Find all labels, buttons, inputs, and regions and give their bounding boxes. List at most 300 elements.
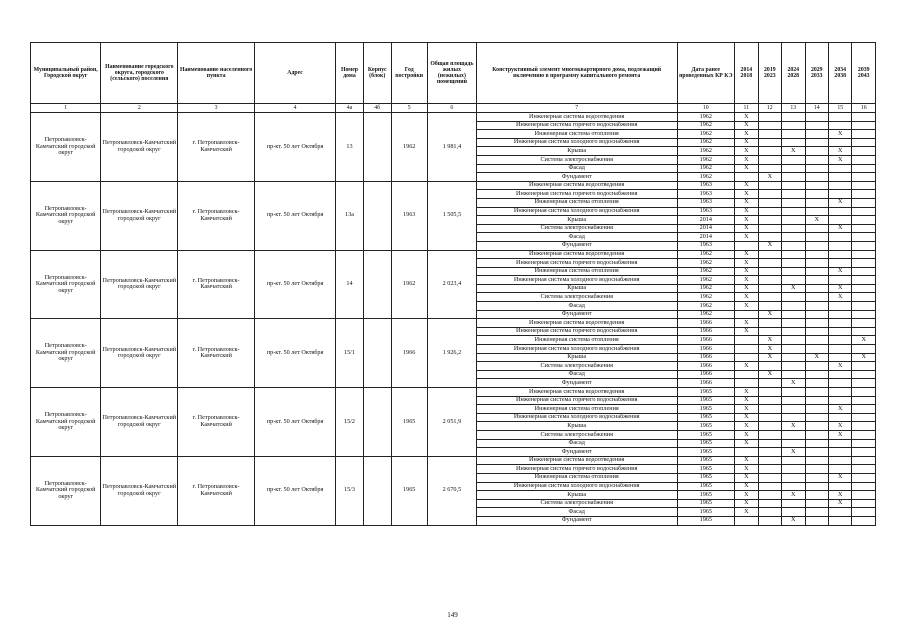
element-name-cell: Инженерная система горячего водоснабжения xyxy=(476,396,677,405)
element-name-cell: Инженерная система горячего водоснабжения xyxy=(476,465,677,474)
period-mark-cell: X xyxy=(758,345,781,354)
period-mark-cell xyxy=(828,121,851,130)
district-cell: Петропавловск-Камчатский городской округ xyxy=(31,456,101,525)
settlement-cell: Петропавловск-Камчатский городской округ xyxy=(101,250,178,319)
period-mark-cell: X xyxy=(735,276,758,285)
period-mark-cell xyxy=(805,336,828,345)
prior-repair-date-cell: 1965 xyxy=(677,499,735,508)
area-cell: 1 926,2 xyxy=(427,319,476,388)
period-mark-cell xyxy=(828,113,851,122)
element-name-cell: Фундамент xyxy=(476,448,677,457)
period-mark-cell xyxy=(782,173,805,182)
period-mark-cell xyxy=(782,439,805,448)
column-number: 6 xyxy=(427,104,476,113)
prior-repair-date-cell: 1965 xyxy=(677,439,735,448)
period-mark-cell xyxy=(828,302,851,311)
block-cell xyxy=(363,113,391,182)
period-mark-cell: X xyxy=(735,388,758,397)
column-header: Наименование городского округа, городского (сельского) поселения xyxy=(101,43,178,104)
element-name-cell: Инженерная система водоотведения xyxy=(476,388,677,397)
prior-repair-date-cell: 1965 xyxy=(677,388,735,397)
period-mark-cell xyxy=(782,216,805,225)
area-cell: 2 023,4 xyxy=(427,250,476,319)
period-mark-cell xyxy=(782,388,805,397)
period-mark-cell xyxy=(758,448,781,457)
period-mark-cell xyxy=(852,413,876,422)
period-mark-cell xyxy=(782,310,805,319)
period-mark-cell xyxy=(758,147,781,156)
period-mark-cell xyxy=(828,456,851,465)
address-cell: пр-кт. 50 лет Октября xyxy=(255,319,336,388)
period-mark-cell xyxy=(828,216,851,225)
period-mark-cell: X xyxy=(758,353,781,362)
locality-cell: г. Петропавловск-Камчатский xyxy=(178,113,255,182)
prior-repair-date-cell: 1962 xyxy=(677,259,735,268)
period-mark-cell: X xyxy=(735,130,758,139)
prior-repair-date-cell: 1962 xyxy=(677,113,735,122)
build-year-cell: 1966 xyxy=(391,319,427,388)
element-name-cell: Инженерная система отопления xyxy=(476,198,677,207)
element-name-cell: Инженерная система горячего водоснабжения xyxy=(476,259,677,268)
locality-cell: г. Петропавловск-Камчатский xyxy=(178,250,255,319)
period-mark-cell xyxy=(852,465,876,474)
period-mark-cell xyxy=(828,319,851,328)
period-mark-cell xyxy=(828,413,851,422)
period-mark-cell xyxy=(758,491,781,500)
table-row xyxy=(31,181,876,190)
column-header: Год постройки xyxy=(391,43,427,104)
element-name-cell: Фасад xyxy=(476,508,677,517)
period-mark-cell xyxy=(782,362,805,371)
period-mark-cell xyxy=(805,319,828,328)
prior-repair-date-cell: 1962 xyxy=(677,293,735,302)
period-mark-cell: X xyxy=(735,155,758,164)
period-mark-cell xyxy=(852,370,876,379)
period-mark-cell xyxy=(828,396,851,405)
period-mark-cell: X xyxy=(828,473,851,482)
prior-repair-date-cell: 1962 xyxy=(677,267,735,276)
prior-repair-date-cell: 1966 xyxy=(677,336,735,345)
period-mark-cell xyxy=(805,499,828,508)
period-mark-cell xyxy=(782,276,805,285)
prior-repair-date-cell: 1966 xyxy=(677,379,735,388)
element-name-cell: Крыша xyxy=(476,284,677,293)
period-mark-cell xyxy=(805,276,828,285)
period-mark-cell xyxy=(782,405,805,414)
prior-repair-date-cell: 1965 xyxy=(677,430,735,439)
column-number: 16 xyxy=(852,104,876,113)
element-name-cell: Инженерная система холодного водоснабжения xyxy=(476,345,677,354)
prior-repair-date-cell: 1962 xyxy=(677,138,735,147)
period-mark-cell xyxy=(852,216,876,225)
element-name-cell: Система электроснабжения xyxy=(476,430,677,439)
element-name-cell: Инженерная система отопления xyxy=(476,130,677,139)
period-mark-cell xyxy=(758,362,781,371)
period-mark-cell xyxy=(758,405,781,414)
period-mark-cell: X xyxy=(735,473,758,482)
period-mark-cell xyxy=(805,405,828,414)
period-mark-cell xyxy=(852,164,876,173)
period-mark-cell: X xyxy=(828,362,851,371)
period-mark-cell: X xyxy=(735,327,758,336)
period-mark-cell xyxy=(805,233,828,242)
period-mark-cell xyxy=(852,276,876,285)
period-mark-cell: X xyxy=(735,482,758,491)
period-mark-cell xyxy=(805,345,828,354)
period-mark-cell xyxy=(852,190,876,199)
period-mark-cell xyxy=(852,241,876,250)
period-mark-cell: X xyxy=(735,430,758,439)
period-mark-cell: X xyxy=(735,190,758,199)
prior-repair-date-cell: 1962 xyxy=(677,155,735,164)
period-mark-cell xyxy=(805,121,828,130)
period-mark-cell xyxy=(782,482,805,491)
period-mark-cell: X xyxy=(782,284,805,293)
period-mark-cell xyxy=(735,345,758,354)
period-mark-cell xyxy=(852,138,876,147)
period-mark-cell xyxy=(828,259,851,268)
period-mark-cell xyxy=(805,439,828,448)
period-mark-cell xyxy=(782,430,805,439)
period-mark-cell: X xyxy=(828,267,851,276)
table-row xyxy=(31,388,876,397)
settlement-cell: Петропавловск-Камчатский городской округ xyxy=(101,456,178,525)
period-mark-cell xyxy=(758,516,781,525)
prior-repair-date-cell: 1965 xyxy=(677,413,735,422)
prior-repair-date-cell: 1962 xyxy=(677,284,735,293)
period-mark-cell xyxy=(735,173,758,182)
period-mark-cell: X xyxy=(852,353,876,362)
period-mark-cell xyxy=(758,319,781,328)
column-number: 15 xyxy=(828,104,851,113)
column-number: 10 xyxy=(677,104,735,113)
period-mark-cell: X xyxy=(735,207,758,216)
settlement-cell: Петропавловск-Камчатский городской округ xyxy=(101,319,178,388)
period-mark-cell xyxy=(852,147,876,156)
period-mark-cell xyxy=(828,233,851,242)
period-mark-cell: X xyxy=(782,448,805,457)
prior-repair-date-cell: 1965 xyxy=(677,422,735,431)
area-cell: 2 051,9 xyxy=(427,388,476,457)
element-name-cell: Инженерная система водоотведения xyxy=(476,319,677,328)
period-mark-cell xyxy=(828,310,851,319)
period-mark-cell xyxy=(782,353,805,362)
period-mark-cell: X xyxy=(828,405,851,414)
period-mark-cell xyxy=(758,456,781,465)
column-number: 12 xyxy=(758,104,781,113)
period-mark-cell xyxy=(735,310,758,319)
column-header: Наименование населенного пункта xyxy=(178,43,255,104)
prior-repair-date-cell: 2014 xyxy=(677,216,735,225)
prior-repair-date-cell: 1965 xyxy=(677,456,735,465)
build-year-cell: 1962 xyxy=(391,250,427,319)
period-mark-cell xyxy=(852,250,876,259)
column-number: 7 xyxy=(476,104,677,113)
period-mark-cell xyxy=(782,190,805,199)
address-cell: пр-кт. 50 лет Октября xyxy=(255,113,336,182)
period-mark-cell xyxy=(805,130,828,139)
prior-repair-date-cell: 1966 xyxy=(677,345,735,354)
block-cell xyxy=(363,181,391,250)
period-mark-cell xyxy=(805,284,828,293)
element-name-cell: Фундамент xyxy=(476,241,677,250)
period-mark-cell xyxy=(805,181,828,190)
period-mark-cell xyxy=(758,284,781,293)
period-mark-cell: X xyxy=(852,336,876,345)
period-mark-cell xyxy=(852,233,876,242)
period-mark-cell xyxy=(758,482,781,491)
prior-repair-date-cell: 1963 xyxy=(677,190,735,199)
element-name-cell: Инженерная система горячего водоснабжения xyxy=(476,190,677,199)
period-mark-cell: X xyxy=(735,439,758,448)
period-mark-cell xyxy=(852,224,876,233)
column-number: 4 xyxy=(255,104,336,113)
period-mark-cell xyxy=(758,216,781,225)
prior-repair-date-cell: 2014 xyxy=(677,233,735,242)
period-mark-cell xyxy=(735,336,758,345)
period-mark-cell xyxy=(852,293,876,302)
period-mark-cell xyxy=(758,499,781,508)
period-mark-cell xyxy=(758,327,781,336)
locality-cell: г. Петропавловск-Камчатский xyxy=(178,388,255,457)
period-mark-cell: X xyxy=(735,465,758,474)
build-year-cell: 1965 xyxy=(391,388,427,457)
period-mark-cell xyxy=(852,319,876,328)
house-number-cell: 15/2 xyxy=(336,388,364,457)
period-mark-cell: X xyxy=(735,319,758,328)
period-mark-cell xyxy=(852,121,876,130)
period-mark-cell xyxy=(805,155,828,164)
period-mark-cell xyxy=(828,207,851,216)
element-name-cell: Инженерная система водоотведения xyxy=(476,181,677,190)
element-name-cell: Крыша xyxy=(476,147,677,156)
period-mark-cell xyxy=(852,379,876,388)
settlement-cell: Петропавловск-Камчатский городской округ xyxy=(101,181,178,250)
period-mark-cell xyxy=(828,388,851,397)
period-mark-cell: X xyxy=(735,267,758,276)
prior-repair-date-cell: 1962 xyxy=(677,173,735,182)
prior-repair-date-cell: 1966 xyxy=(677,319,735,328)
period-mark-cell xyxy=(782,121,805,130)
period-mark-cell xyxy=(852,482,876,491)
period-mark-cell xyxy=(758,413,781,422)
column-number: 4б xyxy=(363,104,391,113)
period-mark-cell xyxy=(782,224,805,233)
column-number: 3 xyxy=(178,104,255,113)
period-mark-cell xyxy=(782,241,805,250)
period-mark-cell: X xyxy=(735,405,758,414)
prior-repair-date-cell: 1965 xyxy=(677,491,735,500)
prior-repair-date-cell: 1963 xyxy=(677,207,735,216)
period-mark-cell: X xyxy=(735,422,758,431)
column-header: Муниципальный район, Городской округ xyxy=(31,43,101,104)
block-cell xyxy=(363,250,391,319)
period-mark-cell xyxy=(782,319,805,328)
prior-repair-date-cell: 1962 xyxy=(677,147,735,156)
element-name-cell: Система электроснабжения xyxy=(476,362,677,371)
prior-repair-date-cell: 1965 xyxy=(677,482,735,491)
period-mark-cell xyxy=(828,448,851,457)
period-mark-cell xyxy=(852,405,876,414)
period-mark-cell xyxy=(852,113,876,122)
table-body xyxy=(31,113,876,526)
period-mark-cell xyxy=(805,482,828,491)
settlement-cell: Петропавловск-Камчатский городской округ xyxy=(101,113,178,182)
period-mark-cell xyxy=(805,473,828,482)
page-number: 149 xyxy=(447,611,458,619)
prior-repair-date-cell: 1962 xyxy=(677,164,735,173)
period-mark-cell: X xyxy=(735,216,758,225)
period-mark-cell: X xyxy=(735,499,758,508)
area-cell: 1 505,5 xyxy=(427,181,476,250)
prior-repair-date-cell: 1965 xyxy=(677,405,735,414)
prior-repair-date-cell: 1965 xyxy=(677,508,735,517)
house-number-cell: 13 xyxy=(336,113,364,182)
period-mark-cell xyxy=(852,448,876,457)
period-mark-cell xyxy=(828,276,851,285)
period-mark-cell xyxy=(782,396,805,405)
period-mark-cell xyxy=(828,250,851,259)
header-row xyxy=(31,43,876,104)
period-mark-cell xyxy=(758,164,781,173)
column-header: Корпус (блок) xyxy=(363,43,391,104)
address-cell: пр-кт. 50 лет Октября xyxy=(255,456,336,525)
period-mark-cell xyxy=(735,516,758,525)
period-mark-cell xyxy=(852,491,876,500)
block-cell xyxy=(363,388,391,457)
table-row xyxy=(31,319,876,328)
element-name-cell: Фасад xyxy=(476,164,677,173)
period-mark-cell xyxy=(852,362,876,371)
column-header: 2039 2043 xyxy=(852,43,876,104)
period-mark-cell xyxy=(758,181,781,190)
period-mark-cell: X xyxy=(828,130,851,139)
period-mark-cell: X xyxy=(805,216,828,225)
period-mark-cell xyxy=(782,336,805,345)
period-mark-cell xyxy=(805,113,828,122)
period-mark-cell xyxy=(735,379,758,388)
element-name-cell: Инженерная система холодного водоснабжения xyxy=(476,138,677,147)
district-cell: Петропавловск-Камчатский городской округ xyxy=(31,181,101,250)
period-mark-cell xyxy=(805,207,828,216)
prior-repair-date-cell: 1962 xyxy=(677,302,735,311)
column-number: 4а xyxy=(336,104,364,113)
period-mark-cell: X xyxy=(735,138,758,147)
element-name-cell: Инженерная система водоотведения xyxy=(476,456,677,465)
period-mark-cell xyxy=(758,465,781,474)
period-mark-cell xyxy=(805,190,828,199)
period-mark-cell: X xyxy=(735,362,758,371)
period-mark-cell: X xyxy=(758,241,781,250)
period-mark-cell xyxy=(782,250,805,259)
element-name-cell: Крыша xyxy=(476,491,677,500)
period-mark-cell: X xyxy=(735,293,758,302)
locality-cell: г. Петропавловск-Камчатский xyxy=(178,181,255,250)
period-mark-cell xyxy=(852,388,876,397)
element-name-cell: Система электроснабжения xyxy=(476,155,677,164)
column-header: Номер дома xyxy=(336,43,364,104)
block-cell xyxy=(363,456,391,525)
period-mark-cell xyxy=(852,173,876,182)
period-mark-cell xyxy=(758,293,781,302)
period-mark-cell xyxy=(805,516,828,525)
period-mark-cell xyxy=(805,138,828,147)
period-mark-cell: X xyxy=(735,181,758,190)
period-mark-cell xyxy=(758,250,781,259)
prior-repair-date-cell: 1962 xyxy=(677,250,735,259)
period-mark-cell xyxy=(805,370,828,379)
period-mark-cell xyxy=(828,379,851,388)
build-year-cell: 1963 xyxy=(391,181,427,250)
address-cell: пр-кт. 50 лет Октября xyxy=(255,388,336,457)
period-mark-cell xyxy=(828,370,851,379)
prior-repair-date-cell: 2014 xyxy=(677,224,735,233)
period-mark-cell xyxy=(828,241,851,250)
period-mark-cell xyxy=(758,430,781,439)
period-mark-cell: X xyxy=(758,370,781,379)
period-mark-cell xyxy=(805,310,828,319)
element-name-cell: Инженерная система холодного водоснабжения xyxy=(476,276,677,285)
period-mark-cell xyxy=(852,130,876,139)
column-header: Дата ранее проведенных КР КЭ xyxy=(677,43,735,104)
prior-repair-date-cell: 1963 xyxy=(677,181,735,190)
period-mark-cell xyxy=(782,293,805,302)
period-mark-cell xyxy=(782,465,805,474)
prior-repair-date-cell: 1963 xyxy=(677,198,735,207)
period-mark-cell: X xyxy=(735,396,758,405)
build-year-cell: 1962 xyxy=(391,113,427,182)
element-name-cell: Фасад xyxy=(476,439,677,448)
period-mark-cell xyxy=(805,491,828,500)
period-mark-cell xyxy=(805,448,828,457)
period-mark-cell xyxy=(805,362,828,371)
prior-repair-date-cell: 1962 xyxy=(677,121,735,130)
period-mark-cell xyxy=(758,190,781,199)
period-mark-cell xyxy=(805,267,828,276)
period-mark-cell xyxy=(828,345,851,354)
column-header: Общая площадь жилых (нежилых) помещений xyxy=(427,43,476,104)
column-header: 2014 2018 xyxy=(735,43,758,104)
period-mark-cell xyxy=(852,155,876,164)
period-mark-cell xyxy=(782,259,805,268)
prior-repair-date-cell: 1965 xyxy=(677,473,735,482)
column-header: 2034 2038 xyxy=(828,43,851,104)
period-mark-cell xyxy=(852,516,876,525)
element-name-cell: Крыша xyxy=(476,422,677,431)
period-mark-cell: X xyxy=(782,422,805,431)
period-mark-cell xyxy=(782,302,805,311)
period-mark-cell xyxy=(805,259,828,268)
house-number-cell: 15/1 xyxy=(336,319,364,388)
period-mark-cell: X xyxy=(828,293,851,302)
element-name-cell: Фасад xyxy=(476,370,677,379)
period-mark-cell xyxy=(758,113,781,122)
element-name-cell: Инженерная система горячего водоснабжения xyxy=(476,327,677,336)
period-mark-cell xyxy=(852,345,876,354)
period-mark-cell xyxy=(805,465,828,474)
period-mark-cell xyxy=(828,138,851,147)
period-mark-cell xyxy=(758,207,781,216)
period-mark-cell: X xyxy=(828,422,851,431)
element-name-cell: Инженерная система отопления xyxy=(476,473,677,482)
period-mark-cell xyxy=(782,473,805,482)
period-mark-cell xyxy=(758,130,781,139)
period-mark-cell xyxy=(758,422,781,431)
period-mark-cell xyxy=(758,267,781,276)
period-mark-cell xyxy=(852,327,876,336)
column-number-row xyxy=(31,104,876,113)
prior-repair-date-cell: 1966 xyxy=(677,353,735,362)
